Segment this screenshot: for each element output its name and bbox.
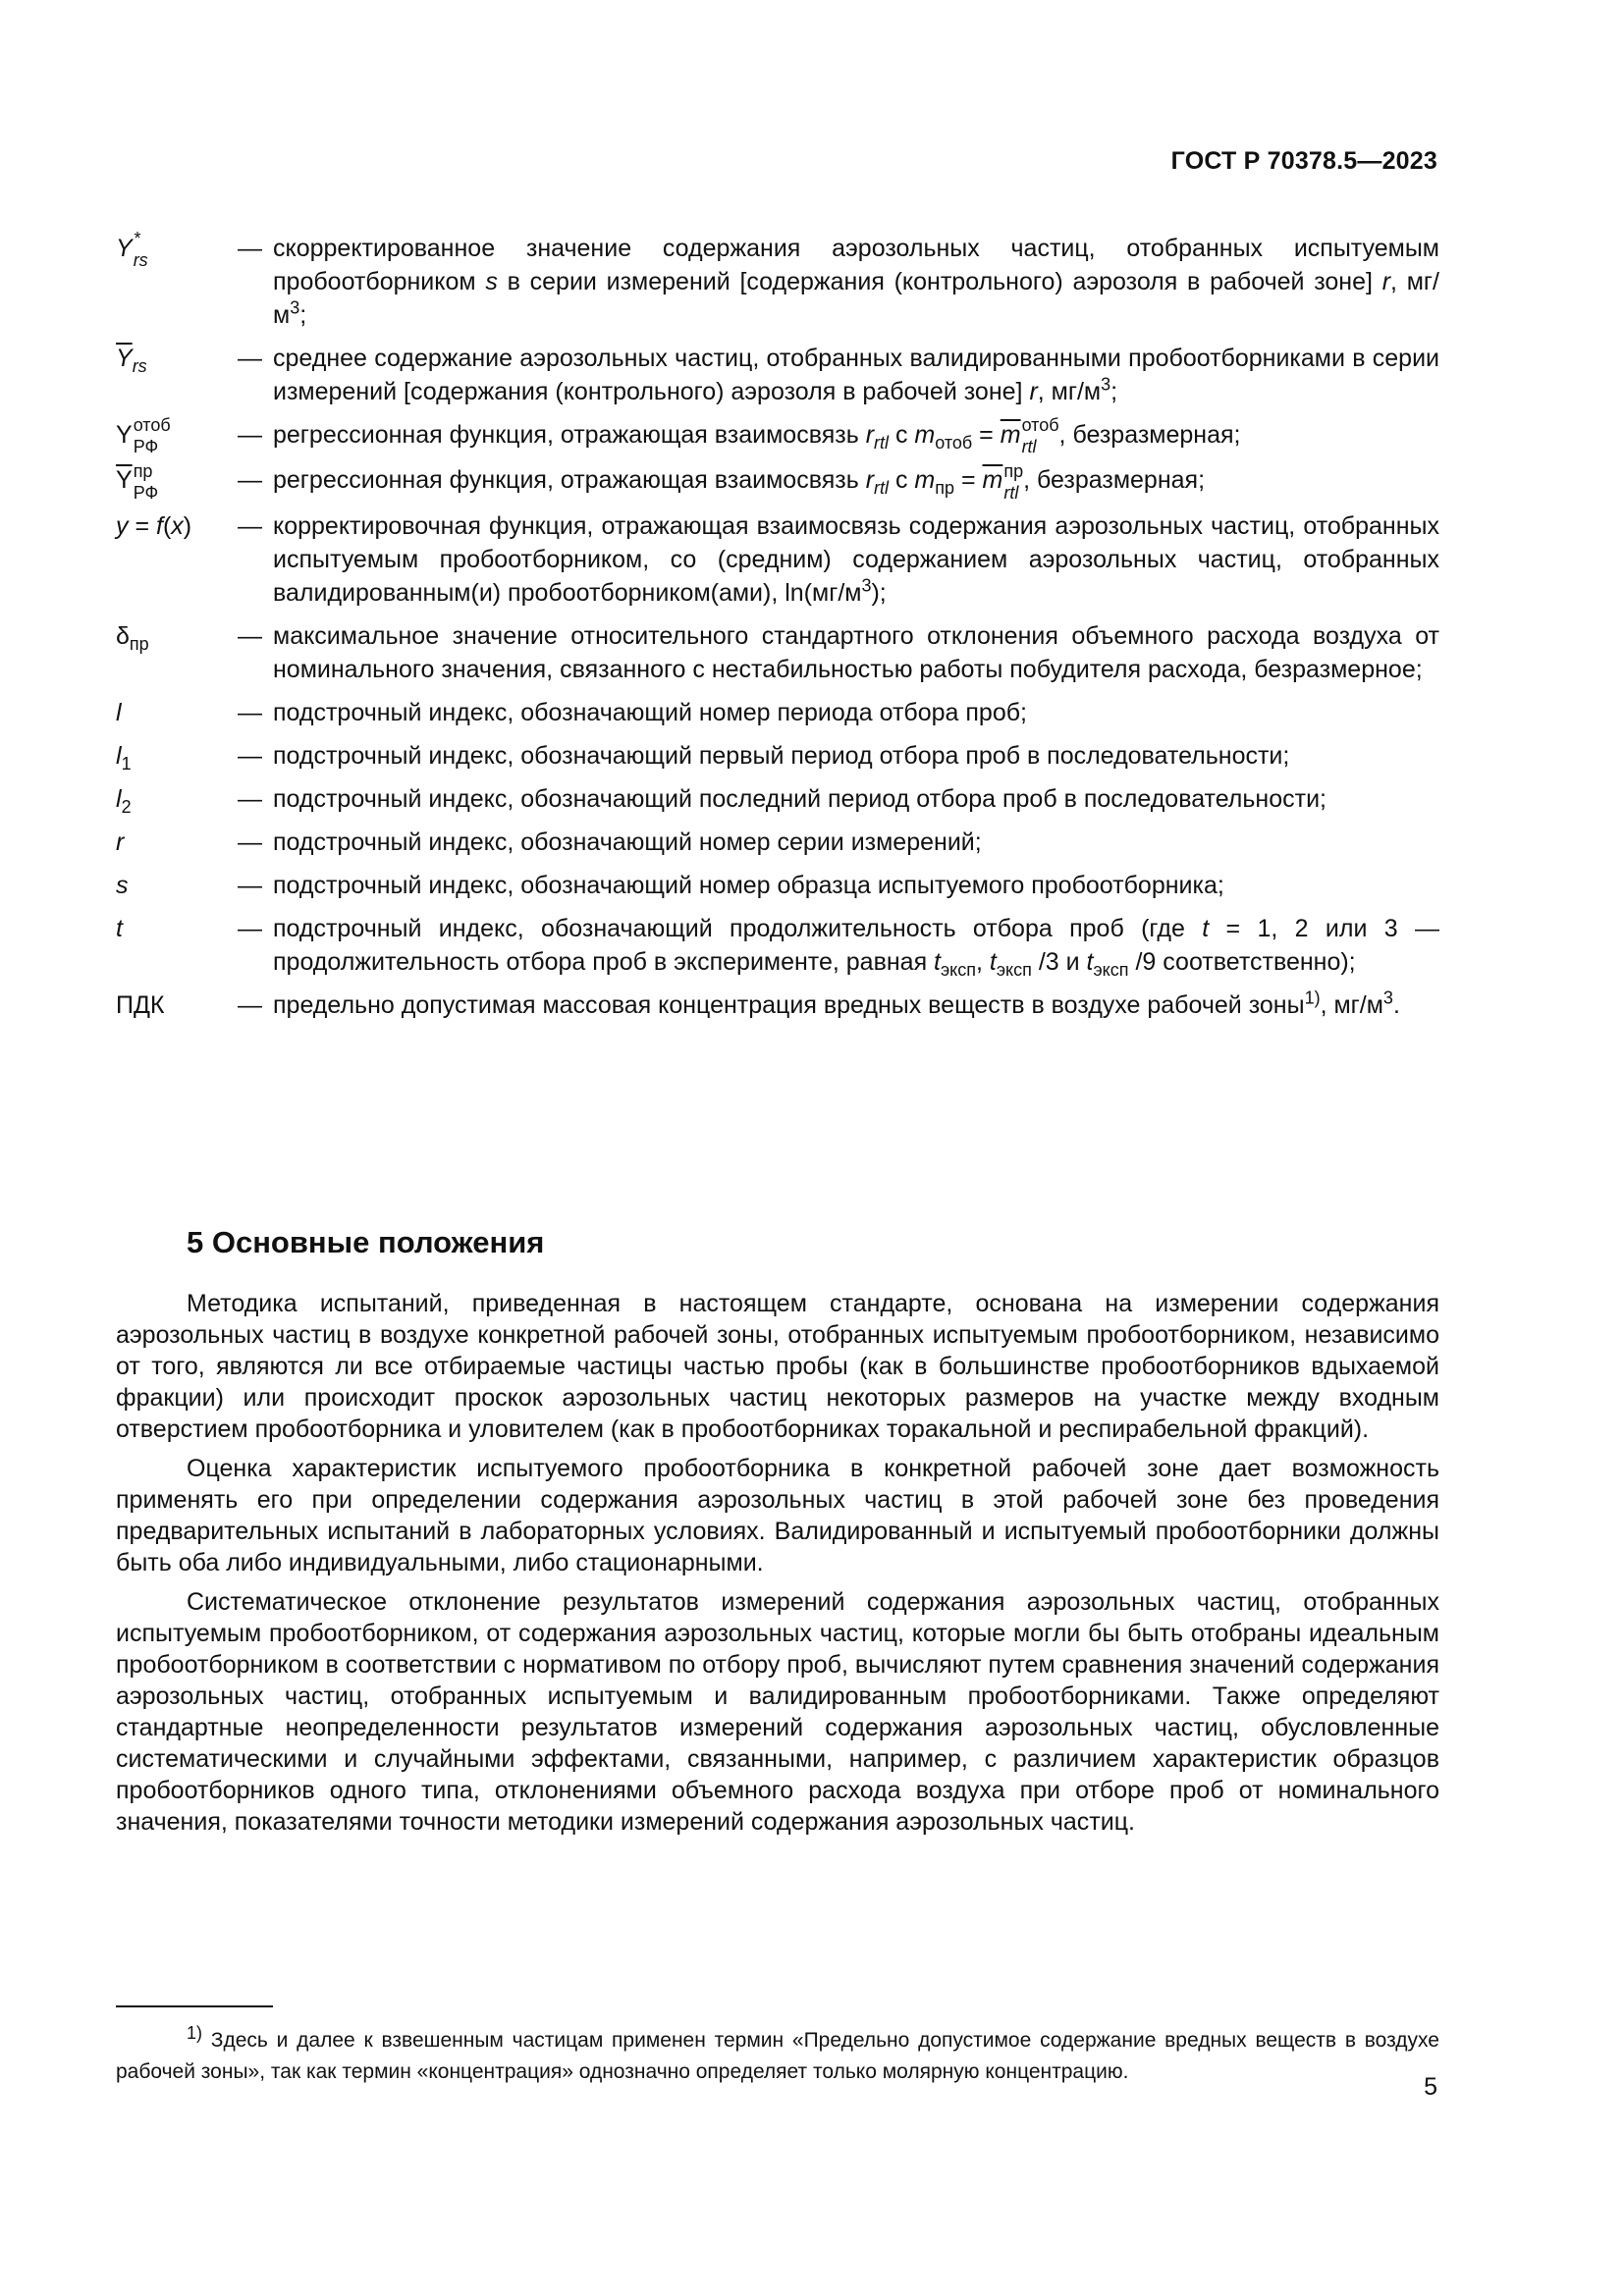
definition-symbol: l [116,698,122,726]
definition-text: подстрочный индекс, обозначающий номер образца испытуемого пробоотборника; [273,871,1224,899]
definition-text: предельно допустимая массовая концентрация вредных веществ в воздухе рабочей зоны$^{1)}$, $мг/м^3$. [273,988,1400,1019]
definition-item [116,696,1439,729]
section-paragraph: Систематическое отклонение результатов измерений содержания аэрозольных частиц, отобранных испытуемым пробоотборником, от содержания аэрозольных частиц, которые могли бы быть отобраны идеальным пробоотборником в соответствии с нормативом по отбору проб, вычисляют путем сравнения значений содержания аэрозольных частиц, отобранных испытуемым и валидированным пробоотборниками. Также определяют стандартные неопределенности результатов измерений содержания аэрозольных частиц, обусловленные систематическими и случайными эффектами, связанными, например, с различием характеристик образцов пробоотборников одного типа, отклонениями объемного расхода воздуха при отборе проб от номинального значения, показателями точности методики измерений содержания аэрозольных частиц. [116,1588,1439,1836]
definition-symbol: $\delta_{пр}$ [116,621,149,654]
document-code-header: ГОСТ Р 70378.5—2023 [1170,147,1437,175]
definition-dash: — [238,235,262,262]
definition-dash: — [238,741,262,770]
page-number: 5 [1424,2073,1437,2101]
definition-dash: — [238,871,262,899]
definition-symbol: t [116,914,123,942]
definition-item [116,869,1439,902]
definition-symbol: r [116,828,125,856]
definition-item [116,460,1439,503]
section-title: 5 Основные положения [187,1225,545,1259]
definition-dash: — [238,990,262,1019]
definition-dash: — [238,466,262,495]
definition-text: подстрочный индекс, обозначающий номер серии измерений; [273,828,982,856]
definition-symbol: ПДК [116,990,165,1019]
definition-text: подстрочный индекс, обозначающий первый период отбора проб в последовательности; [273,741,1290,770]
definition-symbol: $l_1$ [116,741,132,774]
definition-symbol: s [116,871,129,899]
definition-text: подстрочный индекс, обозначающий продолжительность отбора проб (где t = 1, 2 или 3 — продолжительность отбора проб в эксперименте, равная $t_{эксп}$, $t_{эксп}$ /3 и $t_{эксп}$ /9 соответственно); [273,914,1439,980]
footnote-text: Здесь и далее к взвешенным частицам применен термин «Предельно допустимое содержание вредных веществ в воздухе рабочей зоны», так как термин «концентрация» однозначно определяет только молярную концентрацию. [116,2029,1439,2083]
definition-item [116,415,1439,457]
definition-text: максимальное значение относительного стандартного отклонения объемного расхода воздуха от номинального значения, связанного с нестабильностью работы побудителя расхода, безразмерное; [273,621,1439,683]
definition-symbol: y = f(x) [116,511,192,540]
definition-dash: — [238,421,262,449]
definition-item [116,342,1439,408]
section-paragraph: Оценка характеристик испытуемого пробоотборника в конкретной рабочей зоне дает возможность применять его при определении содержания аэрозольных частиц в этой рабочей зоне без проведения предварительных испытаний в лабораторных условиях. Валидированный и испытуемый пробоотборники должны быть оба либо индивидуальными, либо стационарными. [116,1455,1439,1576]
definition-text: регрессионная функция, отражающая взаимосвязь $r_{rtl}$ с $m_{отоб} = \overline{m}$ отоб rtl , безразмерная; [273,415,1241,457]
definition-item [116,509,1439,610]
definition-symbol: Y отоб РФ [116,415,171,457]
definition-dash: — [238,784,262,813]
definition-item [116,988,1439,1022]
definition-text: среднее содержание аэрозольных частиц, отобранных валидированными пробоотборниками в серии измерений [содержания (контрольного) аэрозоля в рабочей зоне] r, $мг/м^3$; [273,345,1439,405]
definition-dash: — [238,345,262,372]
definition-item [116,739,1439,773]
definition-text: скорректированное значение содержания аэрозольных частиц, отобранных испытуемым пробоотборником s в серии измерений [содержания (контрольного) аэрозоля в рабочей зоне] r, $мг/м^3$; [273,235,1439,329]
definition-item [116,619,1439,686]
definition-text: подстрочный индекс, обозначающий номер периода отбора проб; [273,698,1028,726]
definition-dash: — [238,621,262,650]
definition-symbol: Y * rs [116,229,148,271]
definition-symbol: $\overline{Y}$ пр РФ [116,460,159,503]
definition-item [116,912,1439,979]
definition-dash: — [238,828,262,856]
footnote-marker: 1) [187,2023,203,2043]
section-body [116,1288,1439,1845]
definition-item [116,826,1439,859]
definition-symbol: $l_2$ [116,784,132,817]
definition-text: корректировочная функция, отражающая взаимосвязь содержания аэрозольных частиц, отобранных испытуемым пробоотборником, со (средним) содержанием аэрозольных частиц, отобранных валидированным(и) пробоотборником(ами), $\ln(мг/м^3)$; [273,511,1439,607]
definition-dash: — [238,511,262,540]
definition-item [116,229,1439,332]
footnote-divider [116,2005,273,2007]
definition-text: подстрочный индекс, обозначающий последний период отбора проб в последовательности; [273,784,1326,813]
definitions-list [116,229,1439,1032]
definition-text: регрессионная функция, отражающая взаимосвязь $r_{rtl}$ с $m_{пр} = \overline{m}$ пр rtl , безразмерная; [273,460,1206,503]
section-paragraph: Методика испытаний, приведенная в настоящем стандарте, основана на измерении содержания аэрозольных частиц в воздухе конкретной рабочей зоны, отобранных испытуемым пробоотборником, независимо от того, являются ли все отбираемые частицы частью пробы (как в большинстве пробоотборников вдыхаемой фракции) или происходит проскок аэрозольных частиц некоторых размеров на участке между входным отверстием пробоотборника и уловителем (как в пробоотборниках торакальной и респирабельной фракций). [116,1290,1439,1443]
definition-dash: — [238,914,262,942]
footnote [116,2025,1439,2088]
definition-symbol: $\overline{Y}_{rs}$ [116,345,147,376]
definition-item [116,782,1439,816]
definition-dash: — [238,698,262,726]
